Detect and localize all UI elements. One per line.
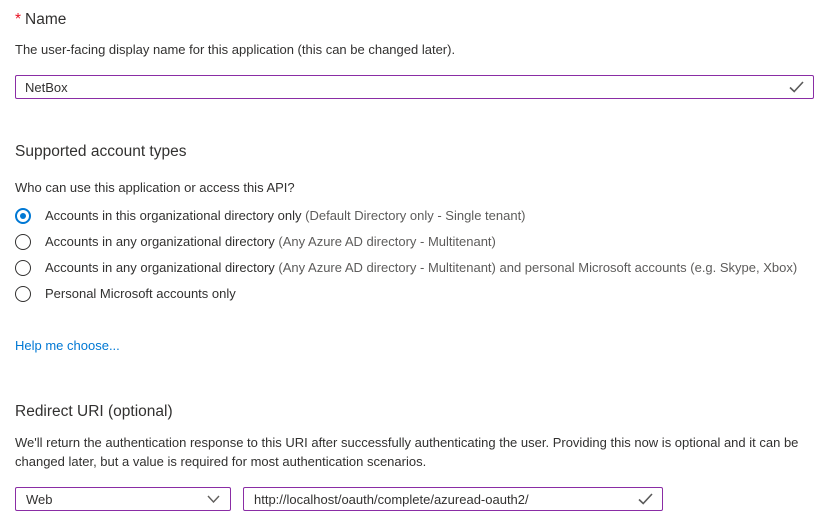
- name-field-title-text: Name: [25, 11, 67, 28]
- section-title-redirect-uri: Redirect URI (optional): [15, 403, 173, 420]
- name-field-description: The user-facing display name for this application (this can be changed later).: [15, 42, 456, 57]
- radio-option-label: Accounts in any organizational directory (Any Azure AD directory - Multitenant): [45, 234, 496, 249]
- name-field-title: [15, 10, 814, 30]
- radio-button[interactable]: [15, 234, 31, 250]
- account-types-question: Who can use this application or access this API?: [15, 180, 295, 195]
- radio-option-personal-only[interactable]: [15, 286, 814, 302]
- account-types-radio-group: [15, 208, 814, 302]
- radio-option-label: Personal Microsoft accounts only: [45, 286, 236, 301]
- redirect-uri-input-wrap: [243, 487, 663, 511]
- radio-button[interactable]: [15, 208, 31, 224]
- required-asterisk: *: [15, 11, 22, 28]
- radio-option-multitenant-personal[interactable]: [15, 260, 814, 276]
- section-title-supported-account-types: Supported account types: [15, 143, 187, 160]
- radio-option-multitenant[interactable]: [15, 234, 814, 250]
- platform-select[interactable]: [15, 487, 231, 511]
- radio-option-label: Accounts in any organizational directory (Any Azure AD directory - Multitenant) and personal Microsoft accounts (e.g. Skype, Xbox): [45, 260, 798, 275]
- radio-option-single-tenant[interactable]: [15, 208, 814, 224]
- chevron-down-icon: [207, 495, 220, 503]
- name-input-wrap: [15, 75, 814, 99]
- redirect-uri-description: We'll return the authentication response to this URI after successfully authenticating the user. Providing this now is optional and it can be changed later, but a value is required for most authentication scenarios.: [15, 435, 799, 469]
- radio-option-label: Accounts in this organizational directory only (Default Directory only - Single tenant): [45, 208, 526, 223]
- name-input[interactable]: [15, 75, 814, 99]
- help-me-choose-link[interactable]: Help me choose...: [15, 338, 120, 353]
- radio-dot: [20, 213, 26, 219]
- redirect-uri-input[interactable]: [243, 487, 663, 511]
- radio-button[interactable]: [15, 286, 31, 302]
- radio-button[interactable]: [15, 260, 31, 276]
- platform-select-value: Web: [26, 491, 53, 507]
- redirect-uri-controls: [15, 487, 814, 511]
